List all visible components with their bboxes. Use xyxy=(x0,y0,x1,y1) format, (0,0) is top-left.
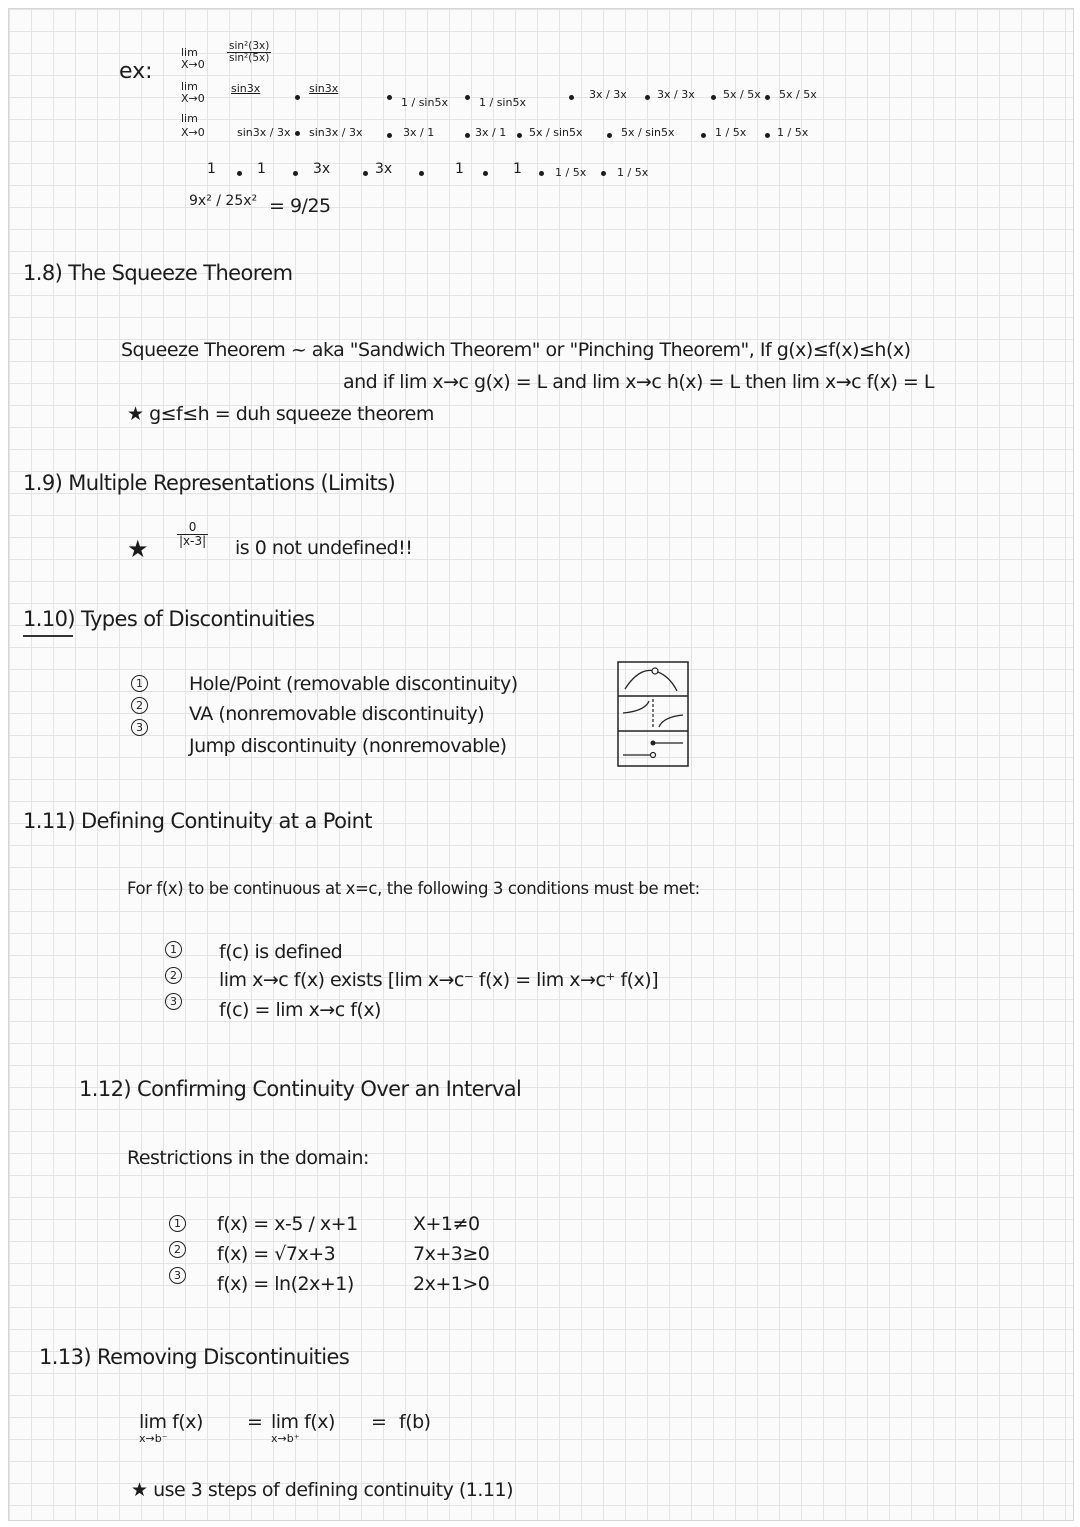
lim-subscript: X→0 xyxy=(181,126,205,139)
term: 1 / 5x xyxy=(555,166,587,179)
star-icon: ★ xyxy=(127,535,149,563)
result-fraction: 9x² / 25x² xyxy=(189,193,258,209)
domain-restriction: X+1≠0 xyxy=(413,1213,480,1235)
multiply-dot xyxy=(465,95,470,100)
lim-subscript: X→0 xyxy=(181,58,205,71)
function-value: f(b) xyxy=(399,1411,431,1433)
domain-restriction: 2x+1>0 xyxy=(413,1273,490,1295)
squeeze-condition: and if lim x→c g(x) = L and lim x→c h(x) = L then lim x→c f(x) = L xyxy=(343,371,934,393)
term: 5x / 5x xyxy=(779,88,817,101)
multiply-dot xyxy=(701,133,706,138)
term: 1 / 5x xyxy=(777,126,809,139)
number-circle: 2 xyxy=(169,1241,186,1258)
number-circle: 1 xyxy=(165,941,182,958)
example-fraction: $\frac{\text{sin²(3x)}}{\text{sin²(5x)}}$ xyxy=(229,40,270,64)
domain-function: f(x) = √7x+3 xyxy=(217,1243,336,1265)
number-circle: 2 xyxy=(131,697,148,714)
term: sin3x xyxy=(231,82,261,95)
number-circle: 3 xyxy=(131,719,148,736)
section-heading-1-11: 1.11) Defining Continuity at a Point xyxy=(23,809,372,833)
term: 1 xyxy=(513,161,522,177)
discontinuity-type: Hole/Point (removable discontinuity) xyxy=(189,673,518,695)
continuity-condition: f(c) = lim x→c f(x) xyxy=(219,999,381,1021)
domain-function: f(x) = x-5 / x+1 xyxy=(217,1213,358,1235)
continuity-intro: For f(x) to be continuous at x=c, the following 3 conditions must be met: xyxy=(127,879,700,898)
equals-sign: = xyxy=(247,1411,263,1433)
multiply-dot xyxy=(419,171,424,176)
multiply-dot xyxy=(237,171,242,176)
squeeze-note: ★ g≤f≤h = duh squeeze theorem xyxy=(127,403,434,425)
multiply-dot xyxy=(387,95,392,100)
term: 3x xyxy=(375,161,393,177)
discontinuity-sketch-icon xyxy=(617,661,689,767)
multiply-dot xyxy=(483,171,488,176)
term: 3x / 3x xyxy=(657,88,695,101)
multiply-dot xyxy=(601,171,606,176)
lim-word: lim xyxy=(181,80,198,93)
abs-fraction: $\frac{0}{|x-3|}$ xyxy=(179,520,207,548)
term: sin3x / 3x xyxy=(309,126,363,139)
result-value: = 9/25 xyxy=(269,195,331,217)
number-circle: 1 xyxy=(169,1215,186,1232)
multiply-dot xyxy=(517,133,522,138)
multiply-dot xyxy=(387,133,392,138)
lim-word: lim xyxy=(181,112,198,125)
multiply-dot xyxy=(293,171,298,176)
notebook-page xyxy=(8,8,1074,1521)
abs-note: is 0 not undefined!! xyxy=(235,537,413,559)
example-label: ex: xyxy=(119,59,153,84)
section-heading-1-8: 1.8) The Squeeze Theorem xyxy=(23,261,293,285)
number-circle: 3 xyxy=(165,993,182,1010)
domain-function: f(x) = ln(2x+1) xyxy=(217,1273,354,1295)
removal-note: ★ use 3 steps of defining continuity (1.11) xyxy=(131,1479,514,1501)
term: 5x / sin5x xyxy=(529,126,583,139)
multiply-dot xyxy=(295,95,300,100)
term: 1 / 5x xyxy=(617,166,649,179)
squeeze-definition: Squeeze Theorem ~ aka "Sandwich Theorem" or "Pinching Theorem", If g(x)≤f(x)≤h(x) xyxy=(121,339,911,361)
term: 3x / 1 xyxy=(403,126,435,139)
multiply-dot xyxy=(465,133,470,138)
lim-word: lim xyxy=(181,46,198,59)
term: 3x / 3x xyxy=(589,88,627,101)
section-heading-1-12: 1.12) Confirming Continuity Over an Interval xyxy=(79,1077,522,1101)
term: sin3x / 3x xyxy=(237,126,291,139)
multiply-dot xyxy=(607,133,612,138)
number-circle: 1 xyxy=(131,675,148,692)
discontinuity-type: VA (nonremovable discontinuity) xyxy=(189,703,485,725)
term: 1 xyxy=(455,161,464,177)
equals-sign: = xyxy=(371,1411,387,1433)
right-limit-subscript: x→b⁺ xyxy=(271,1432,300,1445)
term: 5x / 5x xyxy=(723,88,761,101)
continuity-condition: lim x→c f(x) exists [lim x→c⁻ f(x) = lim x→c⁺ f(x)] xyxy=(219,969,659,991)
term: 1 / sin5x xyxy=(479,96,526,109)
left-limit-subscript: x→b⁻ xyxy=(139,1432,168,1445)
left-limit: lim f(x) xyxy=(139,1411,203,1433)
term: 3x xyxy=(313,161,331,177)
term: 3x / 1 xyxy=(475,126,507,139)
multiply-dot xyxy=(569,95,574,100)
term: 1 / 5x xyxy=(715,126,747,139)
section-heading-1-9: 1.9) Multiple Representations (Limits) xyxy=(23,471,396,495)
lim-subscript: X→0 xyxy=(181,92,205,105)
term: sin3x xyxy=(309,82,339,95)
multiply-dot xyxy=(765,95,770,100)
multiply-dot xyxy=(539,171,544,176)
section-heading-1-10: 1.10) Types of Discontinuities xyxy=(23,607,315,631)
heading-underline xyxy=(23,635,73,637)
multiply-dot xyxy=(295,131,300,136)
right-limit: lim f(x) xyxy=(271,1411,335,1433)
number-circle: 2 xyxy=(165,967,182,984)
term: 1 xyxy=(257,161,266,177)
section-heading-1-13: 1.13) Removing Discontinuities xyxy=(39,1345,350,1369)
number-circle: 3 xyxy=(169,1267,186,1284)
multiply-dot xyxy=(645,95,650,100)
continuity-condition: f(c) is defined xyxy=(219,941,343,963)
domain-restriction: 7x+3≥0 xyxy=(413,1243,490,1265)
term: 5x / sin5x xyxy=(621,126,675,139)
term: 1 / sin5x xyxy=(401,96,448,109)
multiply-dot xyxy=(711,95,716,100)
restrictions-subheading: Restrictions in the domain: xyxy=(127,1147,369,1169)
term: 1 xyxy=(207,161,216,177)
multiply-dot xyxy=(765,133,770,138)
multiply-dot xyxy=(363,171,368,176)
discontinuity-type: Jump discontinuity (nonremovable) xyxy=(189,735,507,757)
